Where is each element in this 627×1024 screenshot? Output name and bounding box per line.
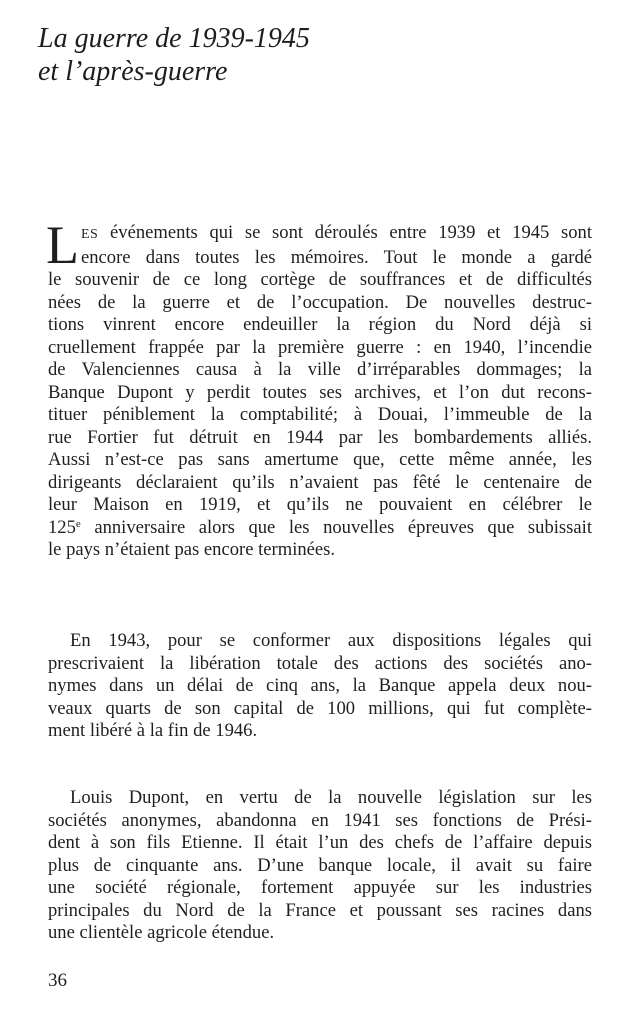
paragraph-1-line-text: événements qui se sont déroulés entre 1939 et 1945 sont: [98, 222, 592, 243]
paragraph-1-line: cruellement frappée par la première guerre : en 1940, l’incendie: [48, 336, 592, 358]
ordinal-superscript: e: [75, 517, 81, 530]
paragraph-1-line: [48, 517, 592, 540]
paragraph-2: [48, 630, 592, 743]
paragraph-1-line: leur Maison en 1919, et qu’ils ne pouvaient en célébrer le: [48, 494, 592, 515]
paragraph-1-line: de Valenciennes causa à la ville d’irréparables dommages; la: [48, 359, 592, 380]
paragraph-1-line: rue Fortier fut détruit en 1944 par les bombardements alliés.: [48, 426, 592, 448]
paragraph-2-line: ment libéré à la fin de 1946.: [48, 720, 258, 741]
paragraph-2-line: prescrivaient la libération totale des actions des sociétés ano-: [48, 652, 592, 674]
chapter-title-line-2: et l’après-guerre: [38, 56, 228, 87]
paragraph-2-line: En 1943, pour se conformer aux dispositions légales qui: [70, 630, 592, 651]
paragraph-1: [46, 215, 592, 562]
paragraph-2-line: veaux quarts de son capital de 100 millions, qui fut complète-: [48, 697, 592, 719]
paragraph-1-line: [48, 222, 592, 247]
paragraph-3-line: Louis Dupont, en vertu de la nouvelle législation sur les: [70, 787, 592, 808]
paragraph-3: [48, 787, 592, 945]
paragraph-1-line: tituer péniblement la comptabilité; à Douai, l’immeuble de la: [48, 404, 592, 425]
paragraph-1-line: le pays n’étaient pas encore terminées.: [48, 539, 336, 560]
paragraph-1-line: Aussi n’est-ce pas sans amertume que, cette même année, les: [48, 449, 592, 470]
chapter-title: [38, 22, 598, 88]
paragraph-3-line: une clientèle agricole étendue.: [48, 922, 275, 943]
paragraph-3-line: sociétés anonymes, abandonna en 1941 ses fonctions de Prési-: [48, 809, 592, 831]
paragraph-1-line: tions vinrent encore endeuiller la région du Nord déjà si: [48, 314, 592, 335]
paragraph-1-line: Banque Dupont y perdit toutes ses archives, et l’on dut recons-: [48, 381, 592, 403]
drop-cap: L: [46, 215, 79, 275]
paragraph-1-line-text: anniversaire alors que les nouvelles épreuves que subissait: [80, 516, 592, 538]
paragraph-1-line: encore dans toutes les mémoires. Tout le monde a gardé: [81, 246, 592, 268]
paragraph-3-line: dent à son fils Etienne. Il était l’un des chefs de l’affaire depuis: [48, 832, 592, 853]
small-caps-text: ES: [81, 227, 99, 242]
ordinal-number: 125: [48, 516, 76, 538]
paragraph-1-line: le souvenir de ce long cortège de souffrances et de difficultés: [48, 269, 592, 290]
paragraph-1-line: nées de la guerre et de l’occupation. De nouvelles destruc-: [48, 291, 592, 313]
paragraph-1-line: dirigeants déclaraient qu’ils n’avaient pas fêté le centenaire de: [48, 471, 592, 493]
paragraph-3-line: plus de cinquante ans. D’une banque locale, il avait su faire: [48, 854, 592, 876]
chapter-title-line-1: La guerre de 1939-1945: [38, 23, 310, 54]
paragraph-3-line: principales du Nord de la France et poussant ses racines dans: [48, 899, 592, 921]
paragraph-3-line: une société régionale, fortement appuyée sur les industries: [48, 877, 592, 898]
page-number: 36: [48, 970, 67, 991]
paragraph-2-line: nymes dans un délai de cinq ans, la Banque appela deux nou-: [48, 675, 592, 696]
